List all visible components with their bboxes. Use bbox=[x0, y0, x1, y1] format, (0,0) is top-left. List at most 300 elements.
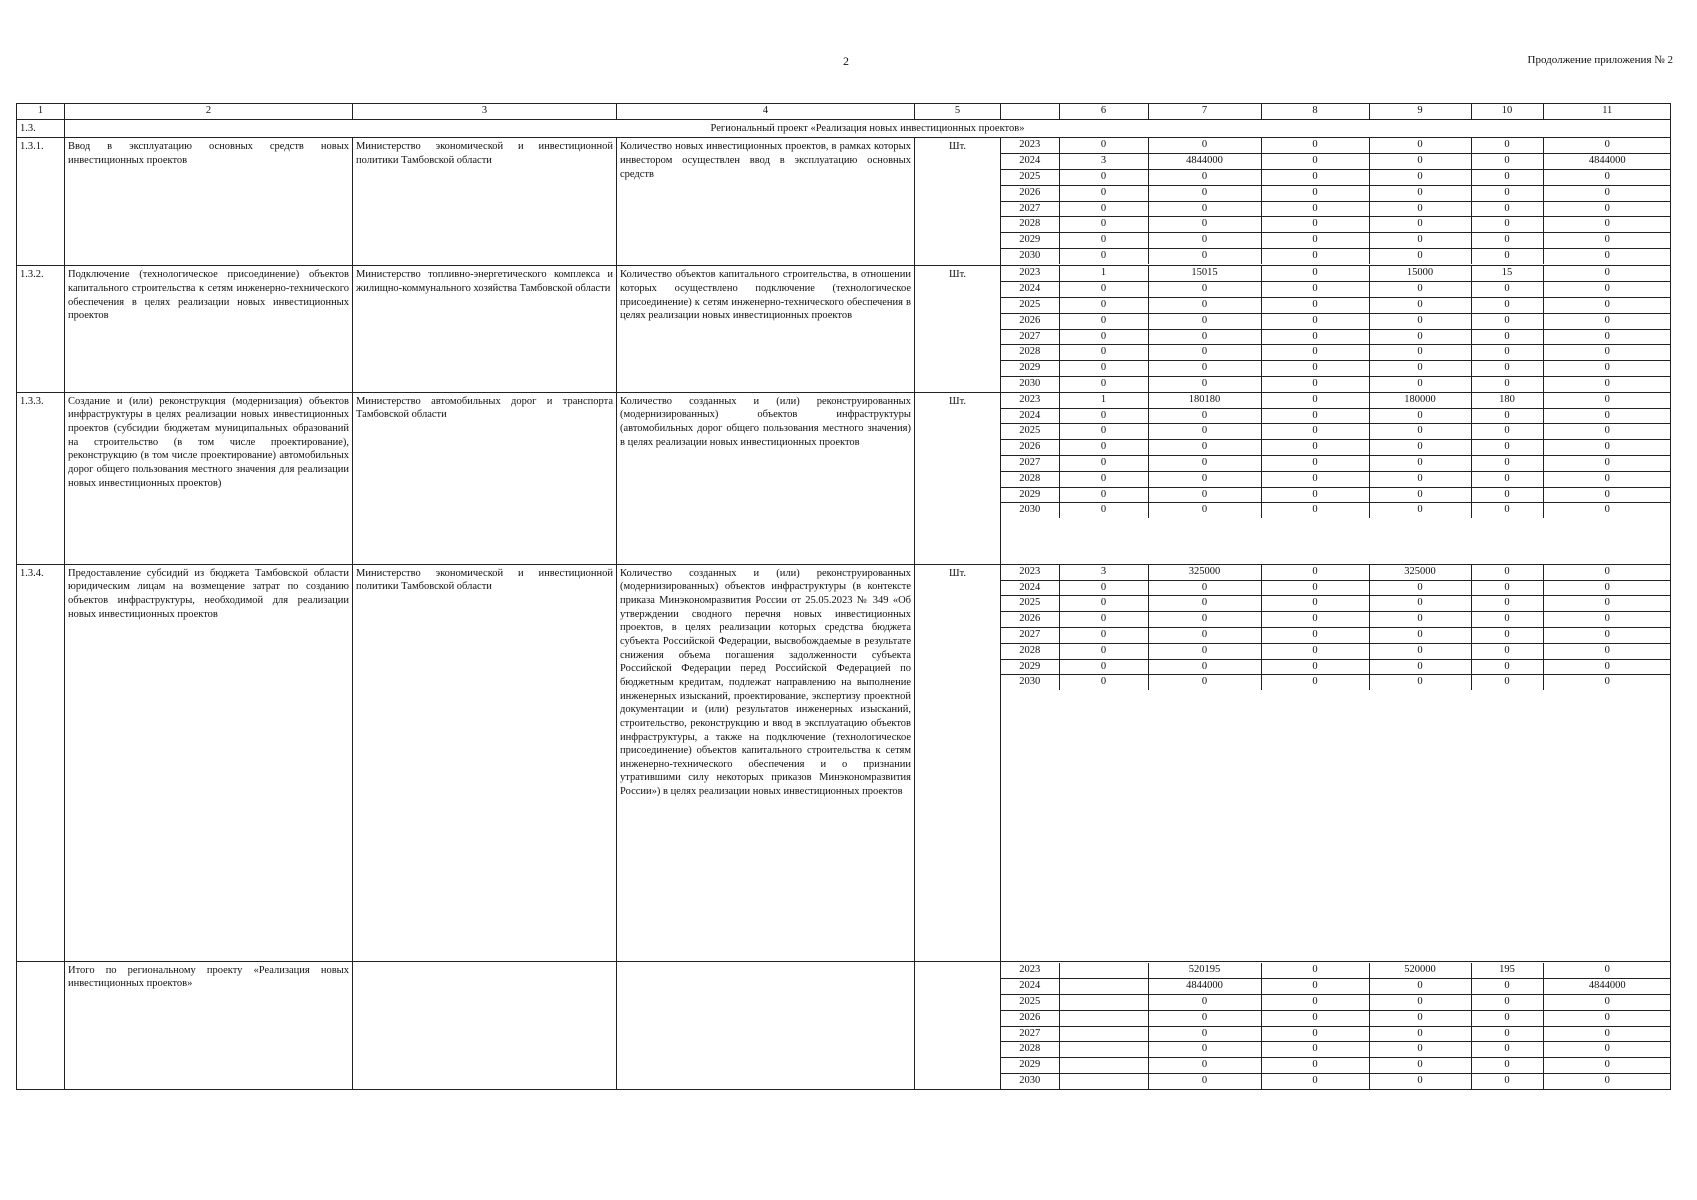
row-indicator: Количество новых инвестиционных проектов, в рамках которых инвестором осуществлен ввод в эксплуатацию основных средств bbox=[617, 138, 915, 266]
value-cell: 0 bbox=[1148, 249, 1261, 264]
value-cell: 0 bbox=[1148, 1010, 1261, 1026]
value-cell: 0 bbox=[1604, 378, 1610, 390]
year-row bbox=[1001, 612, 1671, 628]
value-cell: 0 bbox=[1261, 217, 1369, 233]
value-cell: 195 bbox=[1471, 963, 1543, 978]
value-cell: 0 bbox=[1261, 233, 1369, 249]
value-cell: 0 bbox=[1261, 659, 1369, 675]
value-cell: 0 bbox=[1369, 1026, 1471, 1042]
year-cell: 2023 bbox=[1001, 963, 1059, 978]
value-cell: 0 bbox=[1369, 249, 1471, 264]
value-cell: 0 bbox=[1148, 170, 1261, 186]
value-cell: 0 bbox=[1369, 170, 1471, 186]
table-row bbox=[17, 138, 1671, 266]
value-cell: 0 bbox=[1261, 471, 1369, 487]
col-header: 6 bbox=[1059, 104, 1148, 119]
value-cell: 0 bbox=[1059, 659, 1148, 675]
year-row bbox=[1001, 282, 1671, 298]
value-cell: 0 bbox=[1059, 249, 1148, 264]
value-cell: 0 bbox=[1471, 298, 1543, 314]
value-cell: 0 bbox=[1471, 471, 1543, 487]
value-cell: 0 bbox=[1148, 1026, 1261, 1042]
value-cell: 0 bbox=[1471, 675, 1543, 690]
value-cell: 0 bbox=[1369, 1042, 1471, 1058]
value-cell: 0 bbox=[1261, 628, 1369, 644]
row-executor: Министерство автомобильных дорог и транспорта Тамбовской области bbox=[353, 392, 617, 564]
value-cell: 520195 bbox=[1148, 963, 1261, 978]
year-row bbox=[1001, 471, 1671, 487]
year-cell: 2026 bbox=[1001, 185, 1059, 201]
year-cell: 2024 bbox=[1001, 154, 1059, 170]
value-cell: 0 bbox=[1543, 440, 1671, 456]
year-cell: 2027 bbox=[1001, 628, 1059, 644]
row-indicator: Количество объектов капитального строительства, в отношении которых осуществлено подключение (технологическое присоединение) к сетям инженерно-технического обеспечения в целях реализации новых инвестиционных проектов bbox=[617, 266, 915, 392]
year-cell: 2029 bbox=[1001, 659, 1059, 675]
value-cell: 0 bbox=[1543, 628, 1671, 644]
value-cell: 0 bbox=[1261, 249, 1369, 264]
value-cell: 0 bbox=[1471, 643, 1543, 659]
year-cell: 2025 bbox=[1001, 596, 1059, 612]
value-cell: 0 bbox=[1543, 313, 1671, 329]
year-row bbox=[1001, 628, 1671, 644]
row-code: 1.3.1. bbox=[17, 138, 65, 266]
year-row bbox=[1001, 1042, 1671, 1058]
value-cell: 0 bbox=[1059, 471, 1148, 487]
value-cell: 15000 bbox=[1369, 266, 1471, 281]
value-cell: 0 bbox=[1148, 596, 1261, 612]
year-row bbox=[1001, 1058, 1671, 1074]
year-table bbox=[1001, 138, 1671, 263]
value-cell: 0 bbox=[1369, 440, 1471, 456]
value-cell: 0 bbox=[1261, 487, 1369, 503]
year-row bbox=[1001, 675, 1671, 690]
value-cell: 0 bbox=[1543, 138, 1671, 153]
value-cell: 0 bbox=[1261, 424, 1369, 440]
year-cell: 2029 bbox=[1001, 361, 1059, 377]
value-cell: 0 bbox=[1059, 424, 1148, 440]
value-cell: 0 bbox=[1471, 487, 1543, 503]
value-cell: 0 bbox=[1369, 185, 1471, 201]
value-cell: 0 bbox=[1261, 266, 1369, 281]
value-cell: 0 bbox=[1148, 471, 1261, 487]
year-cell: 2026 bbox=[1001, 612, 1059, 628]
value-cell: 0 bbox=[1059, 612, 1148, 628]
value-cell: 0 bbox=[1059, 329, 1148, 345]
value-cell: 0 bbox=[1059, 487, 1148, 503]
value-cell: 0 bbox=[1059, 345, 1148, 361]
value-cell: 0 bbox=[1543, 565, 1671, 580]
value-cell: 0 bbox=[1261, 313, 1369, 329]
value-cell: 0 bbox=[1543, 659, 1671, 675]
value-cell: 0 bbox=[1471, 580, 1543, 596]
value-cell: 0 bbox=[1148, 377, 1261, 392]
value-cell: 0 bbox=[1471, 170, 1543, 186]
value-cell: 0 bbox=[1369, 628, 1471, 644]
value-cell: 0 bbox=[1471, 361, 1543, 377]
value-cell: 1 bbox=[1059, 393, 1148, 408]
value-cell: 0 bbox=[1148, 313, 1261, 329]
value-cell: 0 bbox=[1471, 995, 1543, 1011]
value-cell: 0 bbox=[1543, 217, 1671, 233]
col-header: 10 bbox=[1471, 104, 1543, 119]
value-cell: 0 bbox=[1261, 643, 1369, 659]
value-cell: 0 bbox=[1604, 676, 1610, 688]
row-unit: Шт. bbox=[915, 138, 1001, 266]
value-cell: 0 bbox=[1148, 217, 1261, 233]
value-cell: 0 bbox=[1261, 612, 1369, 628]
value-cell: 0 bbox=[1261, 979, 1369, 995]
value-cell: 0 bbox=[1471, 440, 1543, 456]
value-cell: 0 bbox=[1471, 185, 1543, 201]
value-cell: 0 bbox=[1148, 612, 1261, 628]
value-cell: 0 bbox=[1543, 1010, 1671, 1026]
year-row bbox=[1001, 298, 1671, 314]
value-cell: 0 bbox=[1261, 1010, 1369, 1026]
value-cell: 0 bbox=[1059, 298, 1148, 314]
value-cell: 0 bbox=[1369, 217, 1471, 233]
value-cell: 0 bbox=[1261, 329, 1369, 345]
row-code: 1.3.2. bbox=[17, 266, 65, 392]
value-cell: 0 bbox=[1369, 424, 1471, 440]
value-cell: 0 bbox=[1261, 456, 1369, 472]
value-cell: 0 bbox=[1059, 596, 1148, 612]
value-cell: 0 bbox=[1604, 1075, 1610, 1087]
value-cell: 0 bbox=[1261, 393, 1369, 408]
value-cell: 0 bbox=[1369, 675, 1471, 690]
value-cell: 0 bbox=[1369, 487, 1471, 503]
value-cell: 0 bbox=[1059, 282, 1148, 298]
value-cell: 4844000 bbox=[1148, 154, 1261, 170]
value-cell: 0 bbox=[1059, 361, 1148, 377]
page-number: 2 bbox=[843, 54, 849, 68]
value-cell: 0 bbox=[1369, 1074, 1471, 1089]
year-table bbox=[1001, 565, 1671, 690]
value-cell: 0 bbox=[1369, 282, 1471, 298]
value-cell: 0 bbox=[1148, 185, 1261, 201]
year-row bbox=[1001, 408, 1671, 424]
year-row bbox=[1001, 313, 1671, 329]
value-cell: 0 bbox=[1369, 1058, 1471, 1074]
value-cell: 0 bbox=[1059, 138, 1148, 153]
value-cell: 0 bbox=[1148, 298, 1261, 314]
year-row bbox=[1001, 424, 1671, 440]
row-unit: Шт. bbox=[915, 564, 1001, 961]
project-code: 1.3. bbox=[17, 119, 65, 138]
value-cell: 0 bbox=[1543, 580, 1671, 596]
value-cell: 0 bbox=[1543, 393, 1671, 408]
col-header: 7 bbox=[1148, 104, 1261, 119]
value-cell: 0 bbox=[1471, 138, 1543, 153]
year-cell: 2028 bbox=[1001, 471, 1059, 487]
value-cell: 0 bbox=[1471, 249, 1543, 264]
row-name: Предоставление субсидий из бюджета Тамбовской области юридическим лицам на возмещение затрат по созданию объектов инфраструктуры, необходимой для реализации новых инвестиционных проектов bbox=[65, 564, 353, 961]
value-cell: 0 bbox=[1471, 1058, 1543, 1074]
value-cell: 1 bbox=[1059, 266, 1148, 281]
table-row bbox=[17, 266, 1671, 392]
col-header: 2 bbox=[65, 104, 353, 120]
value-cell: 0 bbox=[1261, 170, 1369, 186]
value-cell: 0 bbox=[1261, 596, 1369, 612]
row-name: Ввод в эксплуатацию основных средств новых инвестиционных проектов bbox=[65, 138, 353, 266]
year-table bbox=[1001, 393, 1671, 518]
value-cell: 0 bbox=[1543, 282, 1671, 298]
continuation-label: Продолжение приложения № 2 bbox=[1527, 54, 1673, 66]
value-cell: 0 bbox=[1369, 659, 1471, 675]
year-row bbox=[1001, 345, 1671, 361]
value-cell: 0 bbox=[1261, 580, 1369, 596]
col-header bbox=[1001, 104, 1059, 119]
project-title: Региональный проект «Реализация новых инвестиционных проектов» bbox=[65, 119, 1671, 138]
year-cell: 2026 bbox=[1001, 313, 1059, 329]
value-cell: 0 bbox=[1369, 471, 1471, 487]
value-cell: 0 bbox=[1059, 580, 1148, 596]
row-executor: Министерство экономической и инвестиционной политики Тамбовской области bbox=[353, 138, 617, 266]
value-cell: 0 bbox=[1261, 963, 1369, 978]
value-cell bbox=[1059, 1010, 1148, 1026]
year-row bbox=[1001, 138, 1671, 153]
value-cell: 0 bbox=[1059, 377, 1148, 392]
year-cell: 2026 bbox=[1001, 440, 1059, 456]
value-cell: 0 bbox=[1471, 282, 1543, 298]
value-cell: 0 bbox=[1059, 440, 1148, 456]
value-cell: 0 bbox=[1059, 675, 1148, 690]
value-cell: 0 bbox=[1471, 1026, 1543, 1042]
value-cell: 0 bbox=[1543, 345, 1671, 361]
value-cell: 0 bbox=[1369, 377, 1471, 392]
value-cell: 0 bbox=[1148, 643, 1261, 659]
value-cell: 0 bbox=[1471, 456, 1543, 472]
value-cell: 0 bbox=[1059, 628, 1148, 644]
year-cell: 2028 bbox=[1001, 643, 1059, 659]
value-cell: 0 bbox=[1261, 440, 1369, 456]
value-cell: 0 bbox=[1261, 282, 1369, 298]
year-row bbox=[1001, 440, 1671, 456]
year-cell: 2025 bbox=[1001, 170, 1059, 186]
value-cell: 0 bbox=[1261, 1058, 1369, 1074]
row-indicator: Количество созданных и (или) реконструированных (модернизированных) объектов инфраструктуры (автомобильных дорог общего пользования местного значения) в целях реализации новых инвестиционных проектов bbox=[617, 392, 915, 564]
value-cell: 0 bbox=[1369, 995, 1471, 1011]
value-cell: 4844000 bbox=[1543, 979, 1671, 995]
value-cell: 0 bbox=[1471, 628, 1543, 644]
year-table bbox=[1001, 266, 1671, 391]
value-cell: 0 bbox=[1059, 170, 1148, 186]
value-cell bbox=[1059, 1074, 1148, 1089]
value-cell: 0 bbox=[1369, 345, 1471, 361]
year-cell: 2028 bbox=[1001, 217, 1059, 233]
value-cell: 0 bbox=[1261, 298, 1369, 314]
col-header: 9 bbox=[1369, 104, 1471, 119]
value-cell: 180180 bbox=[1148, 393, 1261, 408]
value-cell: 0 bbox=[1543, 471, 1671, 487]
value-cell: 0 bbox=[1369, 580, 1471, 596]
value-cell: 0 bbox=[1543, 643, 1671, 659]
value-cell: 0 bbox=[1543, 1058, 1671, 1074]
value-cell: 0 bbox=[1543, 329, 1671, 345]
value-cell: 0 bbox=[1261, 1042, 1369, 1058]
col-header: 3 bbox=[353, 104, 617, 120]
value-cell: 0 bbox=[1604, 504, 1610, 516]
year-cell: 2024 bbox=[1001, 580, 1059, 596]
value-cell: 0 bbox=[1543, 596, 1671, 612]
year-cell: 2029 bbox=[1001, 1058, 1059, 1074]
year-cell: 2023 bbox=[1001, 138, 1059, 153]
year-cell: 2027 bbox=[1001, 456, 1059, 472]
year-row bbox=[1001, 266, 1671, 281]
value-cell: 0 bbox=[1471, 596, 1543, 612]
year-row bbox=[1001, 1010, 1671, 1026]
value-cell: 520000 bbox=[1369, 963, 1471, 978]
value-cell: 0 bbox=[1059, 456, 1148, 472]
row-code: 1.3.4. bbox=[17, 564, 65, 961]
value-cell: 0 bbox=[1261, 675, 1369, 690]
value-cell: 0 bbox=[1148, 503, 1261, 518]
value-cell: 0 bbox=[1261, 408, 1369, 424]
year-cell: 2023 bbox=[1001, 393, 1059, 408]
year-row bbox=[1001, 185, 1671, 201]
value-cell: 0 bbox=[1148, 580, 1261, 596]
value-cell: 0 bbox=[1471, 313, 1543, 329]
value-cell: 0 bbox=[1543, 1042, 1671, 1058]
year-cell: 2025 bbox=[1001, 995, 1059, 1011]
year-row bbox=[1001, 995, 1671, 1011]
value-cell: 0 bbox=[1261, 565, 1369, 580]
total-row bbox=[17, 961, 1671, 1089]
year-cell: 2030 bbox=[1001, 1074, 1059, 1089]
value-cell: 325000 bbox=[1369, 565, 1471, 580]
value-cell: 0 bbox=[1369, 456, 1471, 472]
column-header-row bbox=[17, 104, 1671, 120]
value-cell: 0 bbox=[1261, 185, 1369, 201]
value-cell bbox=[1059, 1026, 1148, 1042]
value-cell: 3 bbox=[1059, 565, 1148, 580]
value-cell: 0 bbox=[1148, 675, 1261, 690]
value-cell: 0 bbox=[1543, 201, 1671, 217]
value-cell: 0 bbox=[1148, 487, 1261, 503]
value-cell: 0 bbox=[1148, 659, 1261, 675]
value-cell: 0 bbox=[1471, 503, 1543, 518]
table-row bbox=[17, 564, 1671, 961]
value-cell: 15 bbox=[1471, 266, 1543, 281]
value-cell: 0 bbox=[1148, 408, 1261, 424]
value-cell: 0 bbox=[1261, 154, 1369, 170]
value-cell: 0 bbox=[1261, 995, 1369, 1011]
year-cell: 2026 bbox=[1001, 1010, 1059, 1026]
value-cell: 0 bbox=[1369, 1010, 1471, 1026]
value-cell: 0 bbox=[1148, 345, 1261, 361]
total-name: Итого по региональному проекту «Реализация новых инвестиционных проектов» bbox=[65, 961, 353, 1089]
value-cell: 0 bbox=[1471, 565, 1543, 580]
value-cell: 4844000 bbox=[1543, 154, 1671, 170]
value-cell: 0 bbox=[1059, 503, 1148, 518]
value-cell: 0 bbox=[1471, 201, 1543, 217]
year-cell: 2027 bbox=[1001, 1026, 1059, 1042]
row-code: 1.3.3. bbox=[17, 392, 65, 564]
value-cell: 180000 bbox=[1369, 393, 1471, 408]
col-header: 11 bbox=[1602, 105, 1613, 116]
value-cell: 0 bbox=[1369, 979, 1471, 995]
value-cell: 0 bbox=[1604, 250, 1610, 262]
row-unit: Шт. bbox=[915, 392, 1001, 564]
value-cell: 0 bbox=[1059, 217, 1148, 233]
table-row bbox=[17, 392, 1671, 564]
value-cell: 0 bbox=[1369, 298, 1471, 314]
year-cell: 2030 bbox=[1001, 249, 1059, 264]
value-cell: 0 bbox=[1471, 345, 1543, 361]
row-executor: Министерство топливно-энергетического комплекса и жилищно-коммунального хозяйства Тамбовской области bbox=[353, 266, 617, 392]
year-cell: 2029 bbox=[1001, 233, 1059, 249]
row-name: Создание и (или) реконструкция (модернизация) объектов инфраструктуры в целях реализации новых инвестиционных проектов (субсидии бюджетам муниципальных образований на строительство (в том числе проектирование), реконструкцию (в том числе проектирование) автомобильных дорог общего пользования местного значения для реализации новых инвестиционных проектов) bbox=[65, 392, 353, 564]
year-row bbox=[1001, 393, 1671, 408]
value-cell: 0 bbox=[1543, 995, 1671, 1011]
col-header: 1 bbox=[17, 104, 65, 120]
year-cell: 2030 bbox=[1001, 675, 1059, 690]
value-cell: 0 bbox=[1369, 596, 1471, 612]
value-cell bbox=[1059, 979, 1148, 995]
value-cell: 0 bbox=[1148, 1074, 1261, 1089]
value-cell: 0 bbox=[1369, 612, 1471, 628]
value-cell: 0 bbox=[1471, 612, 1543, 628]
value-cell: 0 bbox=[1148, 361, 1261, 377]
value-cell: 15015 bbox=[1148, 266, 1261, 281]
year-cell: 2030 bbox=[1001, 503, 1059, 518]
value-cell bbox=[1059, 1042, 1148, 1058]
value-cell: 0 bbox=[1148, 628, 1261, 644]
year-cell: 2028 bbox=[1001, 1042, 1059, 1058]
value-cell: 0 bbox=[1471, 329, 1543, 345]
value-cell: 0 bbox=[1543, 361, 1671, 377]
col-header: 5 bbox=[915, 104, 1001, 120]
value-cell: 0 bbox=[1543, 612, 1671, 628]
year-cell: 2027 bbox=[1001, 201, 1059, 217]
total-year-table bbox=[1001, 963, 1671, 1088]
col-header: 8 bbox=[1261, 104, 1369, 119]
value-cell: 0 bbox=[1543, 185, 1671, 201]
value-cell: 0 bbox=[1471, 408, 1543, 424]
value-cell: 0 bbox=[1059, 643, 1148, 659]
value-cell: 0 bbox=[1543, 266, 1671, 281]
value-cell: 0 bbox=[1148, 995, 1261, 1011]
value-cell: 0 bbox=[1261, 138, 1369, 153]
year-row bbox=[1001, 170, 1671, 186]
value-cell: 0 bbox=[1543, 1026, 1671, 1042]
value-cell: 0 bbox=[1471, 233, 1543, 249]
value-cell: 0 bbox=[1148, 329, 1261, 345]
value-cell: 0 bbox=[1471, 1074, 1543, 1089]
year-row bbox=[1001, 580, 1671, 596]
value-cell: 0 bbox=[1471, 217, 1543, 233]
value-cell: 0 bbox=[1261, 345, 1369, 361]
value-cell: 0 bbox=[1369, 643, 1471, 659]
value-cell: 0 bbox=[1471, 1042, 1543, 1058]
value-cell: 0 bbox=[1543, 298, 1671, 314]
value-cell: 0 bbox=[1369, 503, 1471, 518]
year-row bbox=[1001, 249, 1671, 264]
value-cell: 0 bbox=[1059, 185, 1148, 201]
value-cell: 0 bbox=[1471, 424, 1543, 440]
value-cell: 0 bbox=[1261, 503, 1369, 518]
value-cell: 0 bbox=[1059, 408, 1148, 424]
value-cell: 0 bbox=[1059, 201, 1148, 217]
value-cell: 0 bbox=[1369, 313, 1471, 329]
value-cell: 180 bbox=[1471, 393, 1543, 408]
value-cell: 0 bbox=[1543, 424, 1671, 440]
col-header: 4 bbox=[617, 104, 915, 120]
year-row bbox=[1001, 217, 1671, 233]
value-cell: 0 bbox=[1543, 233, 1671, 249]
value-cell: 0 bbox=[1471, 979, 1543, 995]
value-cell: 0 bbox=[1369, 361, 1471, 377]
value-cell: 0 bbox=[1369, 138, 1471, 153]
